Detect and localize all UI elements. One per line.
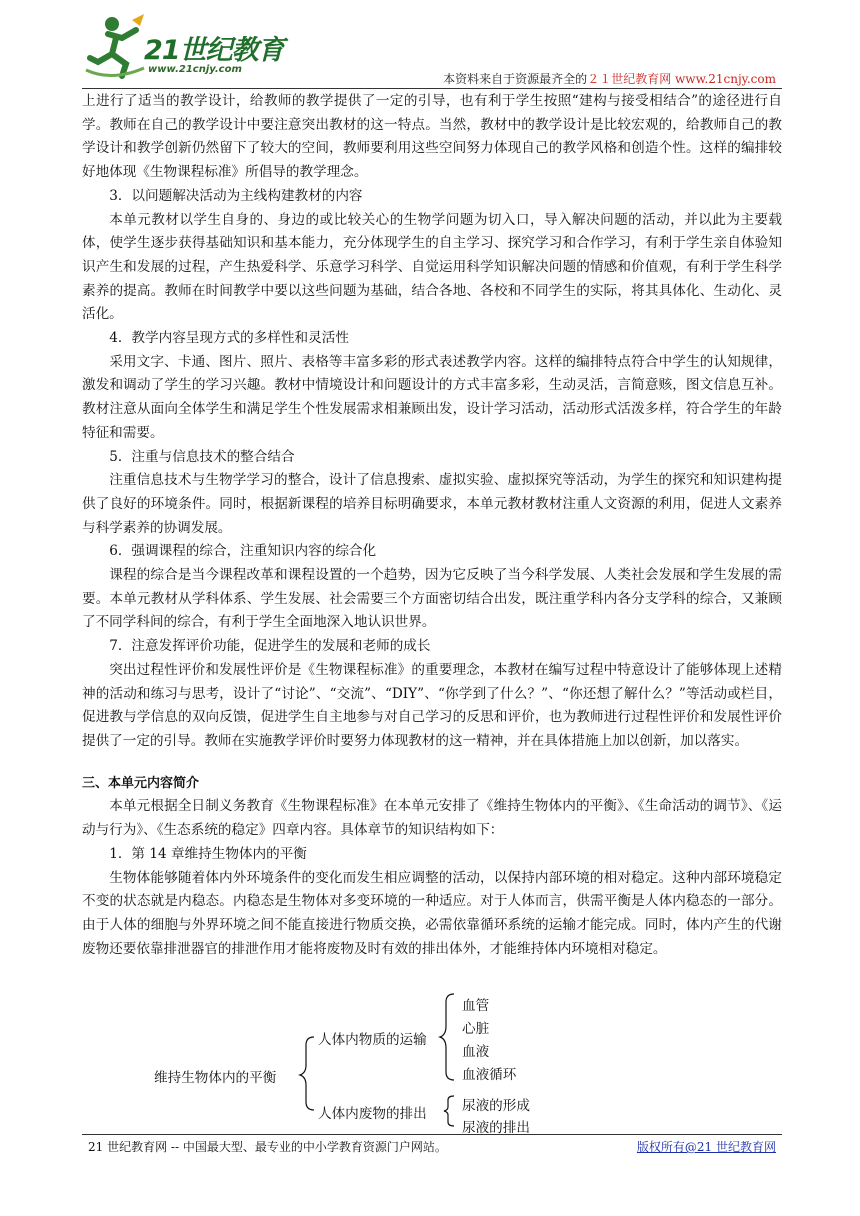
section-heading: 1．第 14 章维持生物体内的平衡 [109,845,307,862]
diagram-root: 维持生物体内的平衡 [154,1070,277,1086]
footer-text: 21 世纪教育网 -- 中国最大型、最专业的中小学教育资源门户网站。 [88,1140,447,1154]
paragraph: 生物体能够随着体内外环境条件的变化而发生相应调整的活动，以保持内部环境的相对稳定。这种内部环境稳定不变的状态就是内稳态。内稳态是生物体对多变环境的一种适应。对于人体而言，供需平衡是人体内稳态的一部分。由于人体的细胞与外界环境之间不能直接进行物质交换，必需依靠循环系统的运输才能完成。同时，体内产生的代谢废物还要依靠排泄器官的排泄作用才能将废物及时有效的排出体外，才能维持体内环境相对稳定。 [82,869,782,957]
header-note-prefix: 本资料来自于资源最齐全的 [443,72,588,86]
paragraph: 本单元根据全日制义务教育《生物课程标准》在本单元安排了《维持生物体内的平衡》、《生命活动的调节》、《运动与行为》、《生态系统的稳定》四章内容。具体章节的知识结构如下： [82,798,782,839]
paragraph: 采用文字、卡通、图片、照片、表格等丰富多彩的形式表述教学内容。这样的编排特点符合中学生的认知规律，激发和调动了学生的学习兴趣。教材中情境设计和问题设计的方式丰富多彩，生动灵活，言简意赅，图文信息互补。教材注意从面向全体学生和满足学生个性发展需求相兼顾出发，设计学习活动，活动形式活泼多样，符合学生的年龄特征和需要。 [82,353,782,441]
diagram-leaf: 尿液的排出 [462,1120,530,1136]
header-note [443,70,776,87]
diagram-braces [82,990,782,1130]
header-url-link[interactable]: www.21cnjy.com [675,72,776,86]
section-heading: 6．强调课程的综合，注重知识内容的综合化 [109,543,377,560]
section-heading: 7．注意发挥评价功能，促进学生的发展和老师的成长 [109,638,431,655]
paragraph: 本单元教材以学生自身的、身边的或比较关心的生物学问题为切入口，导入解决问题的活动，并以此为主要载体，使学生逐步获得基础知识和基本能力，充分体现学生的自主学习、探究学习和合作学习，有利于学生亲自体验知识产生和发展的过程，产生热爱科学、乐意学习科学、自觉运用科学知识解决问题的情感和价值观，有利于学生科学素养的提高。教师在时间教学中要以这些问题为基础，结合各地、各校和不同学生的实际，将其具体化、生动化、灵活化。 [82,211,782,323]
copyright-link[interactable]: 版权所有@21 世纪教育网 [636,1140,776,1154]
diagram-branch-excretion: 人体内废物的排出 [318,1106,427,1122]
page-footer [82,1134,782,1154]
footer-divider [82,1134,782,1135]
spacer [82,754,782,772]
header-site-link[interactable]: ２１世纪教育网 [587,72,672,86]
section-heading: 4．教学内容呈现方式的多样性和灵活性 [109,330,349,347]
header-divider [82,88,782,89]
diagram-leaf: 血液循环 [462,1067,517,1083]
runner-logo-icon [82,12,152,82]
site-logo[interactable] [82,12,292,82]
paragraph: 突出过程性评价和发展性评价是《生物课程标准》的重要理念，本教材在编写过程中特意设计了能够体现上述精神的活动和练习与思考，设计了“讨论”、“交流”、“DIY”、“你学到了什么？”、“你还想了解什么？”等活动或栏目，促进教与学信息的双向反馈，促进学生自主地参与对自己学习的反思和评价，也为教师进行过程性评价和发展性评价提供了一定的引导。教师在实施教学评价时要努力体现教材的这一精神，并在具体措施上加以创新，加以落实。 [82,661,782,749]
diagram-leaf: 尿液的形成 [462,1098,530,1114]
paragraph: 注重信息技术与生物学学习的整合，设计了信息搜索、虚拟实验、虚拟探究等活动，为学生的探究和知识建构提供了良好的环境条件。同时，根据新课程的培养目标明确要求，本单元教材教材注重人文资源的利用，促进人文素养与科学素养的协调发展。 [82,472,782,536]
document-body [82,90,782,961]
paragraph: 上进行了适当的教学设计，给教师的教学提供了一定的引导，也有利于学生按照“建构与接受相结合”的途径进行自学。教师在自己的教学设计中要注意突出教材的这一特点。当然，教材中的教学设计是比较宏观的，给教师自己的教学设计和教学创新仍然留下了较大的空间，教师要利用这些空间努力体现自己的教学风格和创造个性。这样的编排较好地体现《生物课程标准》所倡导的教学理念。 [82,93,782,181]
paragraph: 课程的综合是当今课程改革和课程设置的一个趋势，因为它反映了当今科学发展、人类社会发展和学生发展的需要。本单元教材从学科体系、学生发展、社会需要三个方面密切结合出发，既注重学科内各分支学科的综合，又兼顾了不同学科间的综合，有利于学生全面地深入地认识世界。 [82,567,782,631]
section-heading: 3．以问题解决活动为主线构建教材的内容 [109,187,363,204]
page-header [82,12,782,88]
knowledge-structure-diagram [82,990,782,1136]
diagram-leaf: 心脏 [462,1021,490,1037]
logo-text: 21世纪教育 [144,35,284,66]
diagram-leaf: 血液 [462,1044,490,1060]
diagram-branch-transport: 人体内物质的运输 [318,1032,427,1048]
section-title: 三、本单元内容简介 [82,775,200,791]
diagram-leaf: 血管 [462,998,490,1014]
section-heading: 5．注重与信息技术的整合结合 [109,448,295,465]
logo-url: www.21cnjy.com [148,64,242,75]
